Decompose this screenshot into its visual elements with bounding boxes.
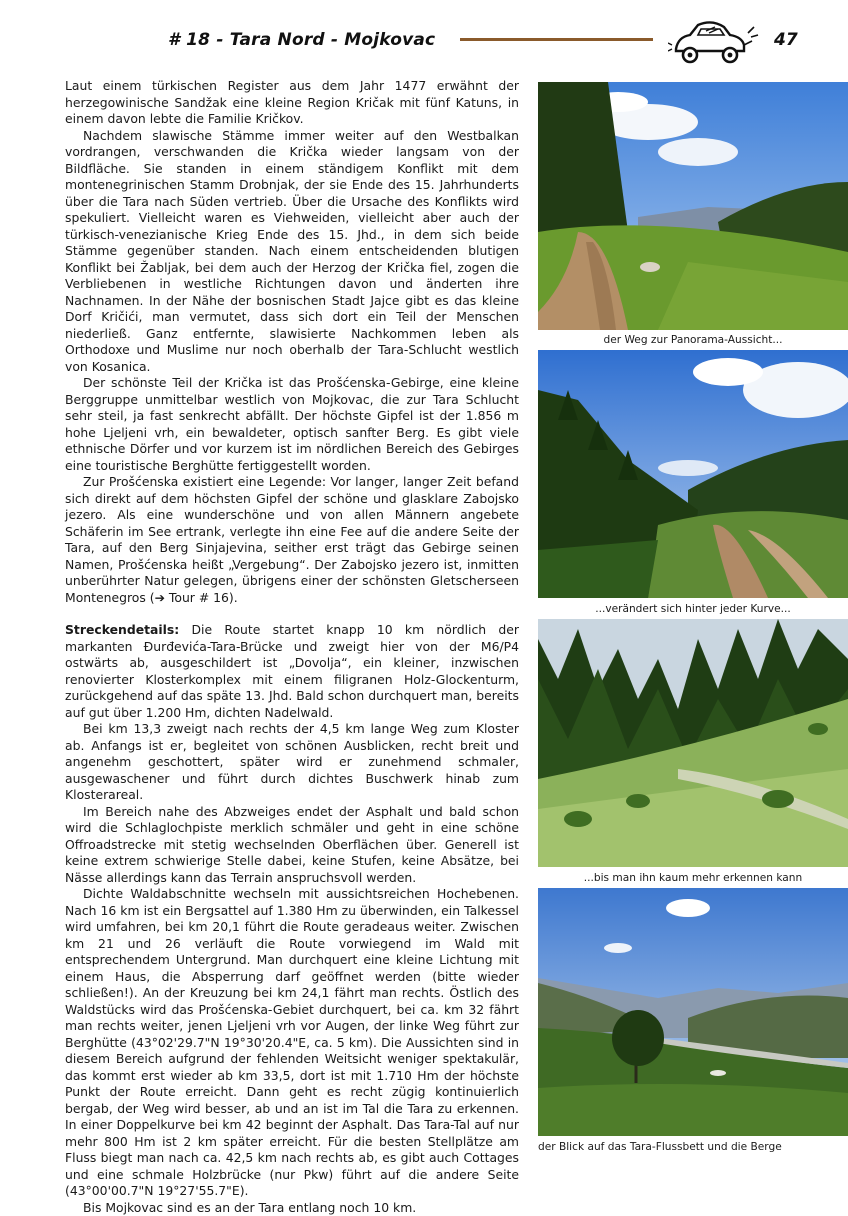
caption-2: ...verändert sich hinter jeder Kurve... bbox=[538, 603, 848, 615]
offroad-car-icon bbox=[668, 15, 760, 67]
photo-forest-valley bbox=[538, 350, 848, 598]
photo-tara-valley bbox=[538, 888, 848, 1136]
caption-3: ...bis man ihn kaum mehr erkennen kann bbox=[538, 872, 848, 884]
photo-dirt-road bbox=[538, 82, 848, 330]
header-rule bbox=[460, 38, 653, 41]
paragraph: Nachdem slawische Stämme immer weiter auf den Westbalkan vordrangen, verschwanden die Krička wieder langsam von der Bildfläche. Sie standen in einem ständigem Konflikt mit dem montenegrinischen Stamm Drobnjak, der sie Ende des 15. Jahrhunderts über die Tara nach Süden vertrieb. Über die Ursache des Konflikts wird spekuliert. Vielleicht waren es Viehweiden, vielleicht aber auch der türkisch-venezianische Krieg Ende des 15. Jhd., in dem sich beide Stämme gegenüber standen. Nach einem entscheidenden blutigen Konflikt bei Žabljak, bei dem auch der Herzog der Krička fiel, zogen die Verbliebenen in westliche Richtungen davon und änderten ihre Nachnamen. In der Nähe der bosnischen Stadt Jajce gibt es das kleine Dorf Kričići, man vermutet, dass sich dort ein Teil der Menschen niederließ. Ganz entfernte, slawisierte Nachkommen leben als Orthodoxe und Muslime nur noch oberhalb der Tara-Schlucht westlich von Kosanica. bbox=[65, 128, 519, 376]
paragraph: Im Bereich nahe des Abzweiges endet der Asphalt und bald schon wird die Schlaglochpiste merklich schmäler und geht in eine schöne Offroadstrecke mit stetig wechselnden Oberflächen über. Generell ist keine extrem schwierige Stelle dabei, keine Stufen, keine Absätze, bei Nässe allerdings kann das Terrain anspruchsvoll werden. bbox=[65, 804, 519, 887]
route-paragraph bbox=[65, 622, 519, 721]
paragraph: Laut einem türkischen Register aus dem Jahr 1477 erwähnt der herzegowinische Sandžak eine kleine Region Kričak mit fünf Katuns, in einem davon lebte die Familie Kričkov. bbox=[65, 78, 519, 128]
paragraph: Die Route startet knapp 10 km nördlich der markanten Đurđevića-Tara-Brücke und zweigt hier von der M6/P4 ostwärts ab, ausgeschildert ist „Dovolja“, ein kleiner, inzwischen renovierter Klosterkomplex mit einem filigranen Holz-Glockenturm, zurückgehend auf das späte 13. Jhd. Bald schon durchquert man, bereits auf gut über 1.200 Hm, dichten Nadelwald. bbox=[65, 622, 519, 720]
paragraph: Zur Prošćenska existiert eine Legende: Vor langer, langer Zeit befand sich direkt auf dem höchsten Gipfel der schöne und glasklare Zabojsko jezero. Als eine wunderschöne und von allen Männern angebete Schäferin im See ertrank, verlegte ihn eine Fee auf die andere Seite der Tara, auf den Berg Sinjajevina, seither erst trägt das Gebirge seinen Namen, Prošćenska heißt „Vergebung“. Der Zabojsko jezero ist, inmitten unberührter Natur gelegen, übrigens einer der schönsten Gletscherseen Montenegros (➔ Tour # 16). bbox=[65, 474, 519, 606]
paragraph: Bei km 13,3 zweigt nach rechts der 4,5 km lange Weg zum Kloster ab. Anfangs ist er, begleitet von schönen Ausblicken, recht breit und angenehm geschottert, später wird er zunehmend schmaler, ausgewaschener und führt durch dichtes Buschwerk hinab zum Klosterareal. bbox=[65, 721, 519, 804]
page-number: 47 bbox=[774, 30, 798, 50]
article-body bbox=[65, 78, 519, 1216]
photo-pine-meadow bbox=[538, 619, 848, 867]
caption-1: der Weg zur Panorama-Aussicht... bbox=[538, 334, 848, 346]
paragraph: Der schönste Teil der Krička ist das Prošćenska-Gebirge, eine kleine Berggruppe unmittelbar westlich von Mojkovac, die zur Tara Schlucht sehr steil, ja fast senkrecht abfällt. Der höchste Gipfel ist der 1.856 m hohe Ljeljeni vrh, ein bewaldeter, optisch sanfter Berg. Es gibt viele ethnische Dörfer und vor kurzem ist im nördlichen Bereich des Gebirges eine touristische Berghütte fertiggestellt worden. bbox=[65, 375, 519, 474]
caption-4: der Blick auf das Tara-Flussbett und die Berge bbox=[538, 1141, 848, 1153]
paragraph: Bis Mojkovac sind es an der Tara entlang noch 10 km. bbox=[65, 1200, 519, 1216]
chapter-title: # 18 - Tara Nord - Mojkovac bbox=[168, 30, 435, 50]
route-heading: Streckendetails: bbox=[65, 622, 179, 637]
paragraph: Dichte Waldabschnitte wechseln mit aussichtsreichen Hochebenen. Nach 16 km ist ein Bergsattel auf 1.380 Hm zu überwinden, ein Talkessel wird umfahren, bei km 20,1 führt die Route geradeaus weiter. Zwischen km 21 und 26 verläuft die Route vorwiegend im Wald mit entsprechendem Untergrund. Man durchquert eine kleine Lichtung mit einem Haus, die Absperrung darf geöffnet werden (bitte wieder schließen!). An der Kreuzung bei km 24,1 fährt man rechts. Östlich des Waldstücks wird das Prošćenska-Gebiet durchquert, bei ca. km 32 fährt man rechts weiter, jenen Ljeljeni vrh vor Augen, der linke Weg führt zur Berghütte (43°02'29.7"N 19°30'20.4"E, ca. 5 km). Die Aussichten sind in diesem Bereich aufgrund der fehlenden Weitsicht weniger spektakulär, das kommt erst wieder ab km 33,5, dort ist mit 1.710 Hm der höchste Punkt der Route erreicht. Dann geht es recht zügig kontinuierlich bergab, der Weg wird besser, ab und an ist im Tal die Tara zu erkennen. In einer Doppelkurve bei km 42 beginnt der Asphalt. Das Tara-Tal auf nur mehr 800 Hm ist 2 km später erreicht. Für die besten Stellplätze am Fluss biegt man nach ca. 42,5 km nach rechts ab, es gibt auch Cottages und eine schmale Holzbrücke (nur Pkw) führt auf die andere Seite (43°00'00.7"N 19°27'55.7"E). bbox=[65, 886, 519, 1200]
